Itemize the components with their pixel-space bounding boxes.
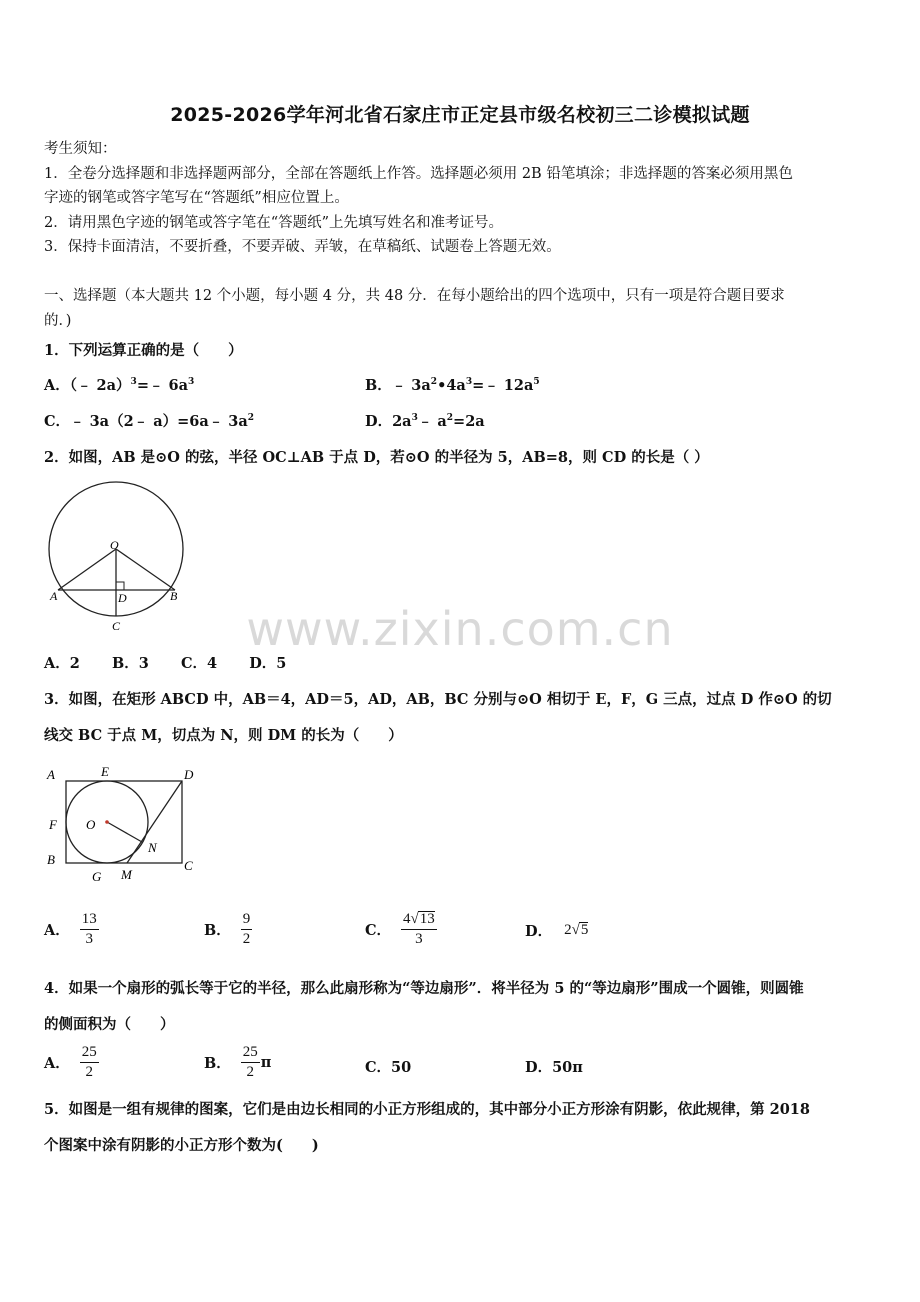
q3-rectangle-figure	[44, 762, 204, 888]
q2-label-o: O	[110, 538, 119, 552]
q4-option-a: A． $\frac{25}{2}$	[44, 1044, 97, 1080]
notice-line-1b: 字迹的钢笔或答字笔写在“答题纸”相应位置上。	[44, 190, 349, 206]
question-4-stem-line-1: 4．如果一个扇形的弧长等于它的半径，那么此扇形称为“等边扇形”．将半径为 5 的“等边扇形”围成一个圆锥，则圆锥	[44, 980, 804, 997]
q3-label-a: A	[47, 767, 55, 782]
q2-label-d: D	[118, 591, 127, 605]
q3-label-d: D	[184, 767, 194, 782]
q3-label-c: C	[184, 858, 193, 873]
q2-label-a: A	[50, 589, 58, 603]
q2-radius-oa	[58, 549, 116, 590]
question-5-stem-line-1: 5．如图是一组有规律的图案，它们是由边长相同的小正方形组成的，其中部分小正方形涂有阴影，依此规律，第 2018	[44, 1101, 810, 1118]
q3-option-a: A． $\frac{13}{3}$	[44, 911, 97, 947]
q2-radius-ob	[116, 549, 175, 590]
question-2-stem: 2．如图，AB 是⊙O 的弦，半径 OC⊥AB 于点 D，若⊙O 的半径为 5，AB=8，则 CD 的长是（ ）	[44, 449, 709, 466]
q1-option-c: C．﹣ 3a（2﹣ a）=6a﹣ $3a^2$	[44, 413, 255, 430]
q2-option-d: D．5	[249, 655, 287, 672]
page-title: 2025-2026学年河北省石家庄市正定县市级名校初三二诊模拟试题	[170, 104, 750, 126]
q3-label-n: N	[148, 840, 157, 855]
q3-label-m: M	[121, 867, 132, 882]
q4-option-b: B． $\frac{25}{2}$ π	[204, 1044, 272, 1080]
watermark: www.zixin.com.cn	[246, 602, 674, 656]
question-4-stem-line-2: 的侧面积为（ ）	[44, 1016, 175, 1033]
q3-center-dot	[105, 820, 109, 824]
q4-option-c: C．50	[365, 1059, 412, 1076]
q2-label-b: B	[170, 589, 178, 603]
notice-line-1a: 1．全卷分选择题和非选择题两部分，全部在答题纸上作答。选择题必须用 2B 铅笔填涂；非选择题的答案必须用黑色	[44, 166, 793, 182]
q2-right-angle-mark	[116, 582, 124, 590]
notice-line-3: 3．保持卡面清洁，不要折叠，不要弄破、弄皱，在草稿纸、试题卷上答题无效。	[44, 239, 561, 255]
notice-line-2: 2．请用黑色字迹的钢笔或答字笔在“答题纸”上先填写姓名和准考证号。	[44, 215, 504, 231]
q2-option-a: A．2	[44, 655, 80, 672]
notice-heading: 考生须知：	[44, 141, 117, 157]
question-5-stem-line-2: 个图案中涂有阴影的小正方形个数为( )	[44, 1137, 319, 1154]
q3-label-e: E	[101, 764, 109, 779]
section-heading-line-2: 的．)	[44, 313, 72, 329]
q3-radius-on	[107, 822, 142, 842]
q1-option-b: B．﹣ $3a^2•4a^3=﹣$ $12a^5$	[365, 377, 540, 394]
q3-label-g: G	[92, 869, 102, 884]
q3-option-c: C． $\frac{4√13}{3}$	[365, 911, 435, 947]
q3-rectangle	[66, 781, 182, 863]
section-heading-line-1: 一、选择题（本大题共 12 个小题，每小题 4 分，共 48 分．在每小题给出的四个选项中，只有一项是符合题目要求	[44, 288, 785, 304]
q4-option-d: D．50π	[525, 1059, 583, 1076]
q3-option-b: B． $\frac{9}{2}$	[204, 911, 251, 947]
question-1-stem: 1．下列运算正确的是（ ）	[44, 342, 243, 359]
q1-option-a: A．（﹣ 2a）$^3$=﹣ $6a^3$	[44, 377, 195, 394]
q3-label-o: O	[86, 817, 96, 832]
q1-option-d: D．$2a^3﹣$ $a^2=2a$	[365, 413, 485, 430]
q3-option-d: D． 2√5	[525, 922, 589, 940]
q2-option-b: B．3	[111, 655, 149, 672]
question-3-stem-line-2: 线交 BC 于点 M，切点为 N，则 DM 的长为（ ）	[44, 727, 403, 744]
q3-label-b: B	[47, 852, 55, 867]
q3-label-f: F	[49, 817, 57, 832]
q2-label-c: C	[112, 619, 121, 633]
question-3-stem-line-1: 3．如图，在矩形 ABCD 中，AB＝4，AD＝5，AD，AB，BC 分别与⊙O 相切于 E，F，G 三点，过点 D 作⊙O 的切	[44, 691, 832, 708]
q2-option-c: C．4	[180, 655, 218, 672]
